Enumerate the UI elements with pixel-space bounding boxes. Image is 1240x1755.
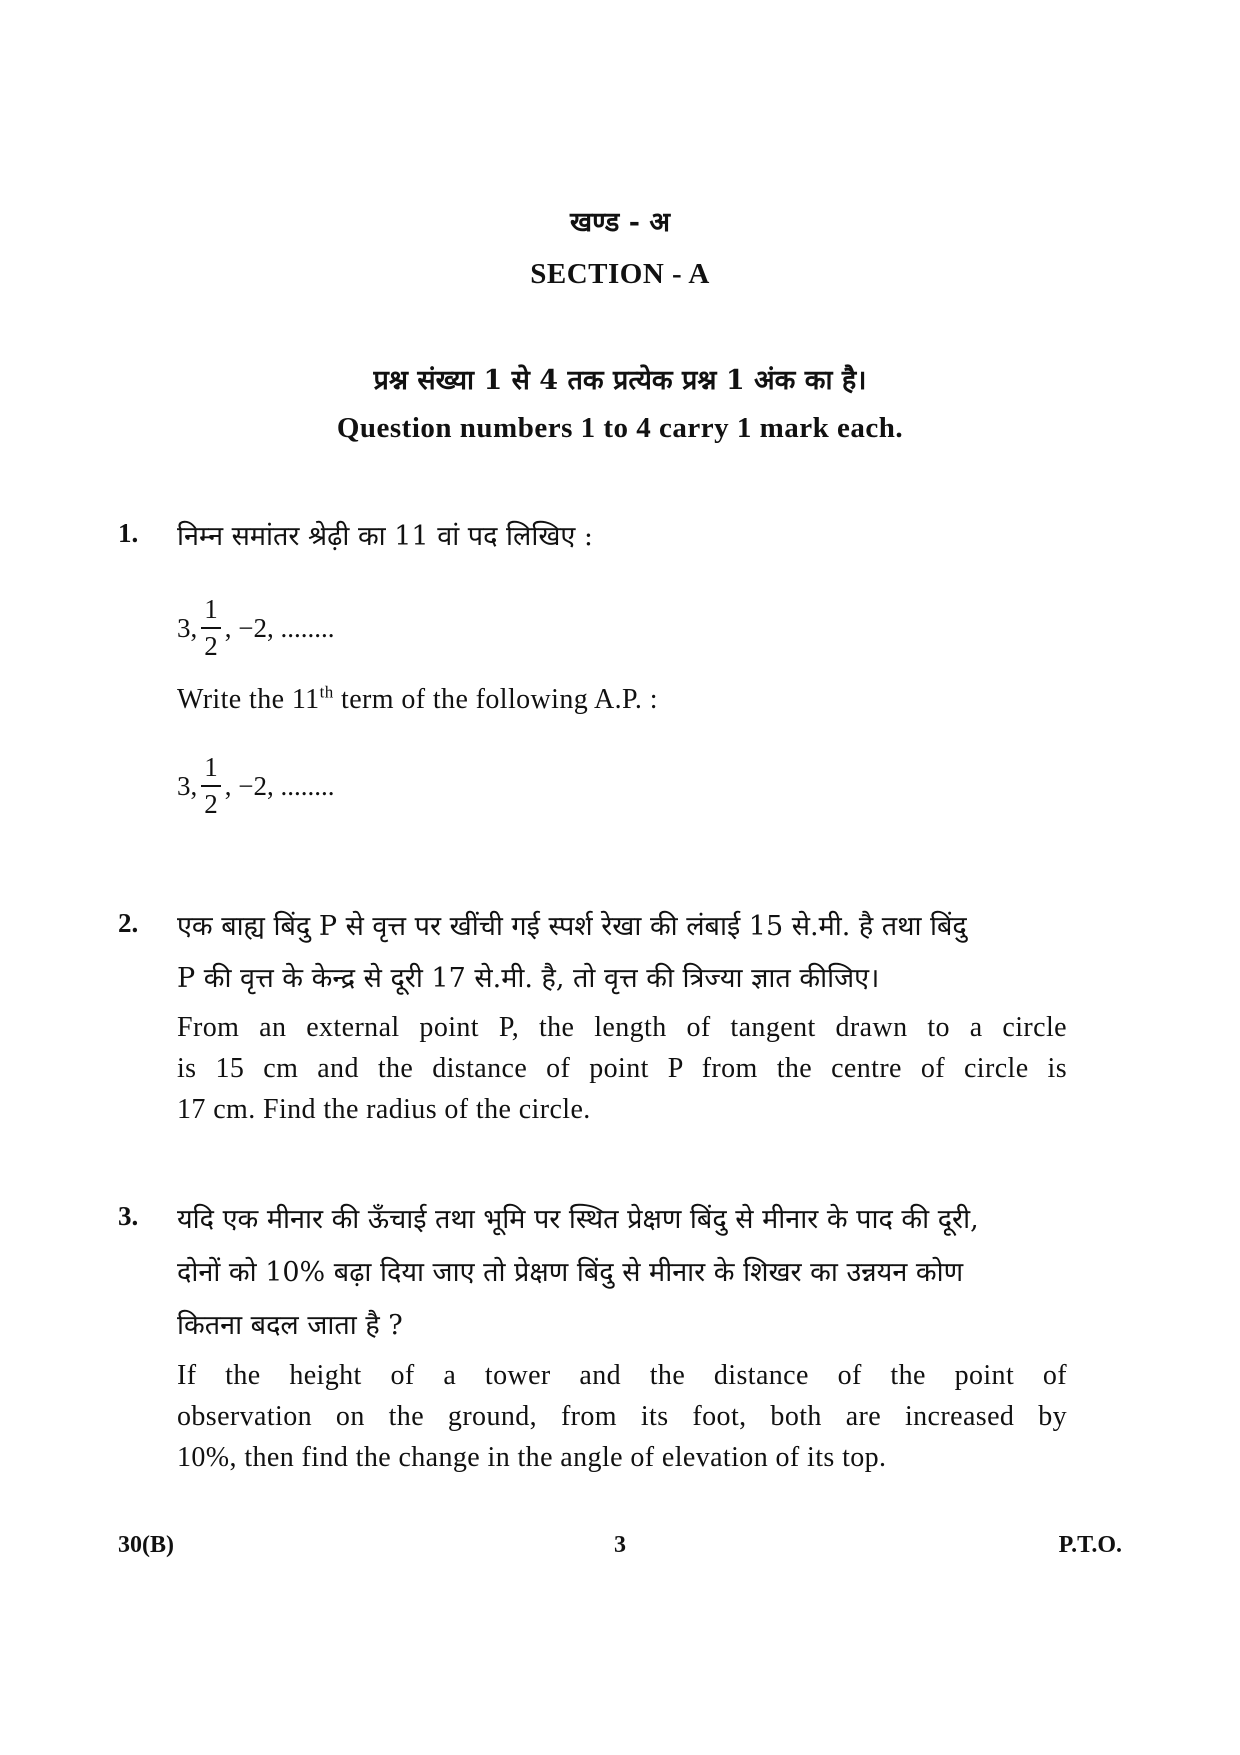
question-1-english: [177, 684, 1067, 716]
section-heading-hindi: खण्ड - अ: [570, 207, 670, 238]
sequence-rest: , −2, ........: [224, 770, 335, 801]
sequence-first-term: 3,: [177, 770, 198, 801]
question-2-hindi-line-2: P की वृत्त के केन्द्र से दूरी 17 से.मी. है, तो वृत्त की त्रिज्या ज्ञात कीजिए।: [177, 963, 880, 994]
fraction-denominator: 2: [204, 789, 218, 819]
question-2-english-line-2: is 15 cm and the distance of point P from the centre of circle is: [177, 1053, 1067, 1084]
sequence-fraction: [201, 754, 221, 818]
fraction-numerator: 1: [201, 754, 221, 787]
sequence-rest: , −2, ........: [224, 612, 335, 643]
sequence-fraction: [201, 596, 221, 660]
question-2-english-line-1: From an external point P, the length of tangent drawn to a circle: [177, 1012, 1067, 1043]
sequence-first-term: 3,: [177, 612, 198, 643]
question-1-number: 1.: [118, 518, 139, 548]
pto-label: P.T.O.: [1058, 1532, 1122, 1558]
question-3-hindi-line-1: यदि एक मीनार की ऊँचाई तथा भूमि पर स्थित प्रेक्षण बिंदु से मीनार के पाद की दूरी,: [177, 1204, 979, 1235]
question-1-english-sup: th: [319, 682, 334, 702]
question-2-hindi-line-1: एक बाह्य बिंदु P से वृत्त पर खींची गई स्पर्श रेखा की लंबाई 15 से.मी. है तथा बिंदु: [177, 911, 967, 942]
question-3-english-line-2: observation on the ground, from its foot, both are increased by: [177, 1401, 1067, 1432]
question-1-hindi: निम्न समांतर श्रेढ़ी का 11 वां पद लिखिए :: [177, 521, 594, 552]
fraction-denominator: 2: [204, 631, 218, 661]
question-2-number: 2.: [118, 908, 139, 938]
question-1-english-pre: Write the 11: [177, 684, 320, 715]
fraction-numerator: 1: [201, 596, 221, 629]
question-1-english-post: term of the following A.P. :: [333, 684, 658, 715]
question-3-hindi-line-3: कितना बदल जाता है ?: [177, 1310, 403, 1341]
page-number: 3: [614, 1532, 626, 1558]
paper-code: 30(B): [118, 1532, 174, 1558]
question-3-number: 3.: [118, 1201, 139, 1231]
instruction-english: Question numbers 1 to 4 carry 1 mark each.: [336, 412, 904, 444]
question-1-sequence-hindi: [177, 588, 334, 668]
instruction-hindi: प्रश्न संख्या 1 से 4 तक प्रत्येक प्रश्न 1 अंक का है।: [373, 365, 867, 396]
question-1-sequence-english: [177, 746, 334, 826]
question-3-hindi-line-2: दोनों को 10% बढ़ा दिया जाए तो प्रेक्षण बिंदु से मीनार के शिखर का उन्नयन कोण: [177, 1257, 964, 1288]
question-3-english-line-1: If the height of a tower and the distance of the point of: [177, 1360, 1067, 1391]
question-3-english-line-3: 10%, then find the change in the angle of elevation of its top.: [177, 1442, 887, 1473]
question-2-english-line-3: 17 cm. Find the radius of the circle.: [177, 1094, 591, 1125]
section-heading-english: SECTION - A: [530, 258, 710, 290]
